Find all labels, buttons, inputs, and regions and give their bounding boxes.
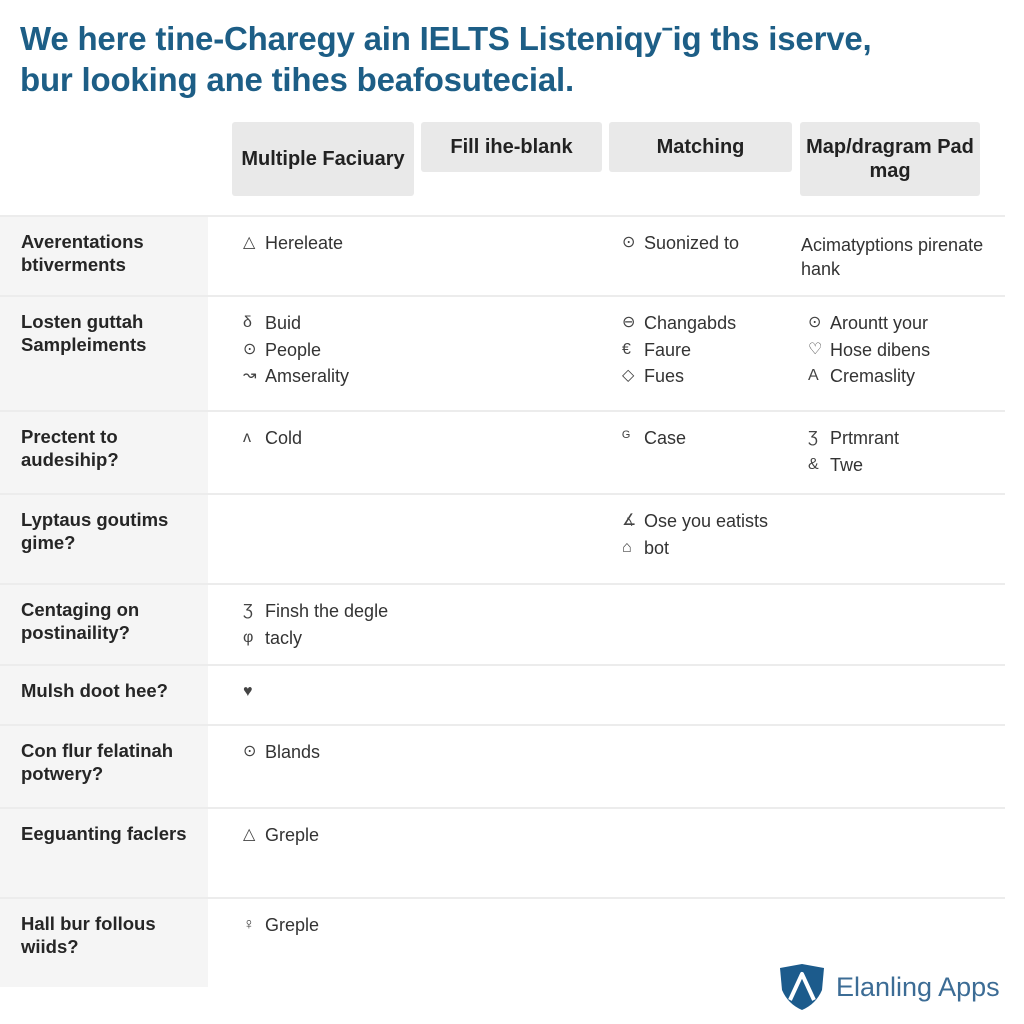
list-item — [622, 310, 736, 337]
row-label-cell — [0, 412, 208, 495]
item-icon: ⊙ — [808, 314, 822, 331]
column-header-map-diagram: Map/dragram Pad mag — [800, 122, 980, 196]
item-icon: A — [808, 367, 819, 384]
item-icon: ⊖ — [622, 314, 636, 331]
item-icon: Ʒ — [808, 429, 818, 446]
item-text: Suonized to — [644, 233, 740, 253]
item-text: Ose you eatists — [644, 511, 769, 531]
list-item — [243, 363, 349, 390]
list-item — [243, 337, 349, 364]
item-icon: Ʒ — [243, 602, 253, 619]
table-row — [0, 664, 1005, 726]
list-item — [243, 625, 388, 652]
list-item — [622, 508, 768, 535]
table-row — [0, 215, 1005, 297]
item-icon: ⊙ — [243, 743, 257, 760]
cell-c1 — [243, 310, 349, 390]
list-item — [622, 230, 739, 257]
item-icon: ◇ — [622, 367, 635, 384]
cell-c1 — [243, 912, 319, 939]
item-text: Twe — [830, 454, 864, 475]
item-text: Blands — [265, 742, 321, 762]
item-icon: ⊙ — [243, 340, 257, 358]
item-icon: ⌂ — [622, 538, 632, 556]
item-icon: € — [622, 340, 631, 358]
cell-c1 — [243, 739, 320, 766]
row-label: Losten guttah Sampleiments — [21, 311, 147, 355]
cell-c1 — [243, 425, 302, 452]
row-label-cell — [0, 297, 208, 412]
item-text: tacly — [265, 627, 303, 648]
item-text: Arountt your — [830, 313, 929, 333]
row-label: Con flur felatinah potwery? — [21, 740, 174, 784]
row-label-cell — [0, 899, 208, 987]
item-icon: ♥ — [243, 683, 253, 700]
list-item — [808, 452, 899, 479]
cell-c1 — [243, 822, 319, 849]
item-icon: ʌ — [243, 429, 251, 446]
row-label: Lyptaus goutims gime? — [21, 509, 169, 553]
list-item — [622, 363, 736, 390]
item-icon: ↝ — [243, 367, 257, 384]
list-item — [243, 230, 343, 257]
item-text: Faure — [644, 339, 692, 360]
list-item — [622, 425, 686, 452]
item-text: Hose dibens — [830, 339, 931, 360]
list-item — [243, 598, 388, 625]
list-item — [808, 310, 930, 337]
table-row — [0, 807, 1005, 899]
row-label-cell — [0, 495, 208, 585]
list-item — [243, 739, 320, 766]
title-line-1: We here tine-Charegy ain IELTS Listeniqyˉig ths iserve, — [20, 20, 872, 57]
row-label: Prectent to audesihip? — [21, 426, 119, 470]
item-text: Finsh the degle — [265, 601, 389, 621]
item-icon: ᴳ — [622, 429, 630, 446]
row-label-cell — [0, 217, 208, 297]
item-text: Cold — [265, 428, 303, 448]
item-icon: △ — [243, 826, 256, 843]
list-item — [808, 425, 899, 452]
cell-c3 — [622, 230, 739, 257]
cell-c4 — [808, 425, 899, 478]
row-label: Eeguanting faclers — [21, 823, 187, 844]
cell-c1 — [243, 230, 343, 257]
item-icon: ♀ — [243, 916, 255, 933]
row-label: Mulsh doot hee? — [21, 680, 168, 701]
item-text: Changabds — [644, 313, 737, 333]
item-text: Amserality — [265, 366, 350, 386]
row-label-cell — [0, 666, 208, 726]
table-row — [0, 295, 1005, 412]
column-header-fill-blank: Fill ihe-blank — [421, 122, 602, 172]
brand-logo — [776, 962, 1000, 1012]
list-item — [808, 337, 930, 364]
item-text: Prtmrant — [830, 428, 900, 448]
item-text: Buid — [265, 313, 302, 333]
cell-c4 — [808, 310, 930, 390]
column-header-multiple: Multiple Faciuary — [232, 122, 414, 196]
list-item — [243, 425, 302, 452]
item-icon: ∡ — [622, 512, 637, 529]
row-label-cell — [0, 809, 208, 899]
column-header-matching: Matching — [609, 122, 792, 172]
item-text: People — [265, 339, 322, 360]
item-icon: ⊙ — [622, 234, 636, 251]
brand-name: Elanling Apps — [836, 971, 1000, 1002]
list-item — [243, 310, 349, 337]
row-label: Averentations btiverments — [21, 231, 144, 275]
item-icon: △ — [243, 234, 256, 251]
list-item — [243, 679, 265, 706]
list-item — [243, 822, 319, 849]
cell-c3 — [622, 310, 736, 390]
item-icon: φ — [243, 628, 254, 646]
table-row — [0, 493, 1005, 585]
item-text: bot — [644, 537, 670, 558]
item-icon: δ — [243, 314, 252, 331]
table-row — [0, 410, 1005, 495]
cell-c4-text: Acimatyptions pirenate hank — [801, 235, 984, 279]
item-text: Case — [644, 428, 687, 448]
title-line-2: bur looking ane tihes beafosutecial. — [20, 61, 574, 98]
shield-icon — [776, 962, 828, 1012]
item-text: Hereleate — [265, 233, 344, 253]
cell-c1 — [243, 598, 388, 651]
list-item — [622, 535, 768, 562]
item-text: Fues — [644, 366, 685, 386]
row-label-cell — [0, 726, 208, 809]
item-icon: & — [808, 455, 819, 473]
item-text: Greple — [265, 915, 320, 935]
page-title — [20, 18, 1010, 100]
cell-c1 — [243, 679, 265, 706]
list-item — [808, 363, 930, 390]
row-label: Hall bur follous wiids? — [21, 913, 156, 957]
list-item — [622, 337, 736, 364]
item-icon: ♡ — [808, 340, 823, 358]
row-label: Centaging on postinaility? — [21, 599, 140, 643]
cell-c3 — [622, 508, 768, 561]
cell-c3 — [622, 425, 686, 452]
table-row — [0, 583, 1005, 666]
item-text: Greple — [265, 825, 320, 845]
table-row — [0, 724, 1005, 809]
row-label-cell — [0, 585, 208, 666]
item-text: Cremaslity — [830, 366, 916, 386]
list-item — [243, 912, 319, 939]
